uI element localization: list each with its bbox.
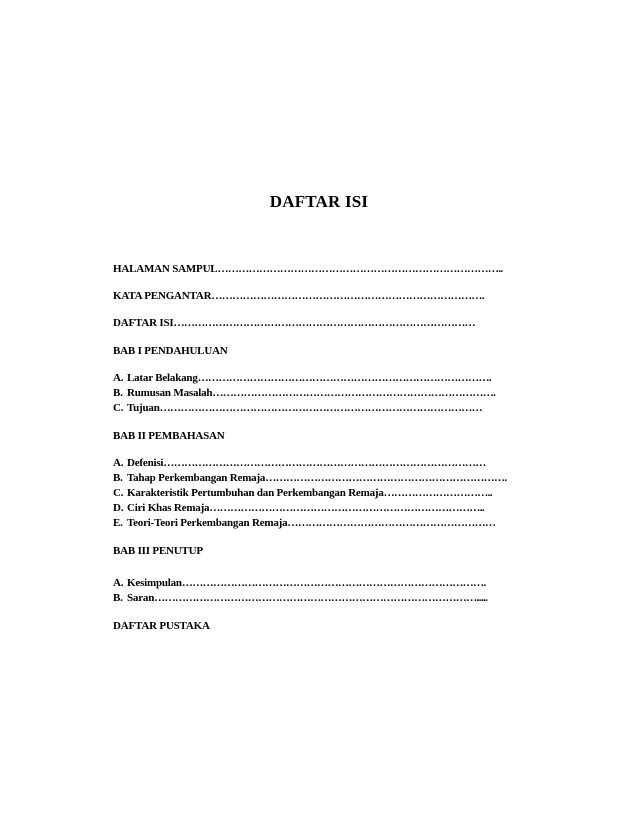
entry-label: D. bbox=[113, 502, 124, 514]
entry-dots: …………………………………………………………………………. bbox=[197, 372, 492, 384]
entry-dots: ……………………………………………………………………….. bbox=[217, 263, 503, 275]
entry-text: Latar Belakang bbox=[127, 372, 198, 384]
chapter-heading-bab-2 bbox=[113, 429, 563, 443]
entry-dots: ………………………………………………………………………………… bbox=[163, 457, 486, 469]
entry-text: Rumusan Masalah bbox=[127, 387, 213, 399]
chapter-heading-bab-3 bbox=[113, 544, 563, 558]
entry-dots: …………………………………………………………………….. bbox=[209, 502, 485, 514]
entry-label: B. bbox=[113, 387, 123, 399]
toc-entry-tahap-perkembangan bbox=[113, 471, 563, 485]
entry-text: DAFTAR ISI bbox=[113, 317, 174, 329]
entry-text: Kesimpulan bbox=[127, 577, 182, 589]
entry-label: B. bbox=[113, 592, 123, 604]
toc-entry-daftar-isi bbox=[113, 316, 563, 330]
toc-entry-defenisi bbox=[113, 456, 563, 470]
entry-text: BAB I PENDAHULUAN bbox=[113, 345, 228, 357]
entry-dots: ………………………………………………………………………. bbox=[212, 387, 496, 399]
entry-text: Saran bbox=[127, 592, 155, 604]
entry-text: Teori-Teori Perkembangan Remaja bbox=[127, 517, 288, 529]
entry-text: KATA PENGANTAR bbox=[113, 290, 212, 302]
entry-text: BAB II PEMBAHASAN bbox=[113, 430, 225, 442]
entry-label: C. bbox=[113, 487, 124, 499]
toc-entry-tujuan bbox=[113, 401, 563, 415]
toc-entry-kata-pengantar bbox=[113, 289, 563, 303]
entry-dots: …………………………………………………………………………………..... bbox=[154, 592, 488, 604]
entry-label: E. bbox=[113, 517, 123, 529]
entry-dots: …………………………………………………………………………… bbox=[173, 317, 476, 329]
entry-label: A. bbox=[113, 372, 124, 384]
toc-entry-ciri-khas bbox=[113, 501, 563, 515]
page-title: DAFTAR ISI bbox=[269, 192, 369, 211]
toc-entry-latar-belakang bbox=[113, 371, 563, 385]
entry-label: C. bbox=[113, 402, 124, 414]
entry-text: Ciri Khas Remaja bbox=[127, 502, 210, 514]
entry-text: DAFTAR PUSTAKA bbox=[113, 620, 210, 632]
chapter-heading-bab-1 bbox=[113, 344, 563, 358]
toc-entry-rumusan-masalah bbox=[113, 386, 563, 400]
entry-label: B. bbox=[113, 472, 123, 484]
entry-text: Tahap Perkembangan Remaja bbox=[127, 472, 266, 484]
toc-entry-saran bbox=[113, 591, 563, 605]
entry-text: HALAMAN SAMPUL bbox=[113, 263, 218, 275]
entry-text: Karakteristik Pertumbuhan dan Perkembangan Remaja bbox=[127, 487, 384, 499]
entry-dots: ……………………………………………………………. bbox=[265, 472, 507, 484]
toc-entry-kesimpulan bbox=[113, 576, 563, 590]
toc-entry-halaman-sampul bbox=[113, 262, 563, 276]
entry-dots: ……………………………………………………………………. bbox=[211, 290, 484, 302]
entry-label: A. bbox=[113, 457, 124, 469]
entry-dots: ………………………….. bbox=[383, 487, 492, 499]
entry-text: Tujuan bbox=[127, 402, 160, 414]
toc-entry-karakteristik bbox=[113, 486, 563, 500]
entry-label: A. bbox=[113, 577, 124, 589]
toc-entry-teori-teori bbox=[113, 516, 563, 530]
entry-dots: ……………………………………………………………………………. bbox=[181, 577, 486, 589]
entry-text: Defenisi bbox=[127, 457, 164, 469]
entry-dots: ………………………………………………………………………………… bbox=[159, 402, 483, 414]
toc-entry-daftar-pustaka bbox=[113, 619, 563, 633]
entry-text: BAB III PENUTUP bbox=[113, 545, 203, 557]
entry-dots: …………………………………………………… bbox=[287, 517, 496, 529]
